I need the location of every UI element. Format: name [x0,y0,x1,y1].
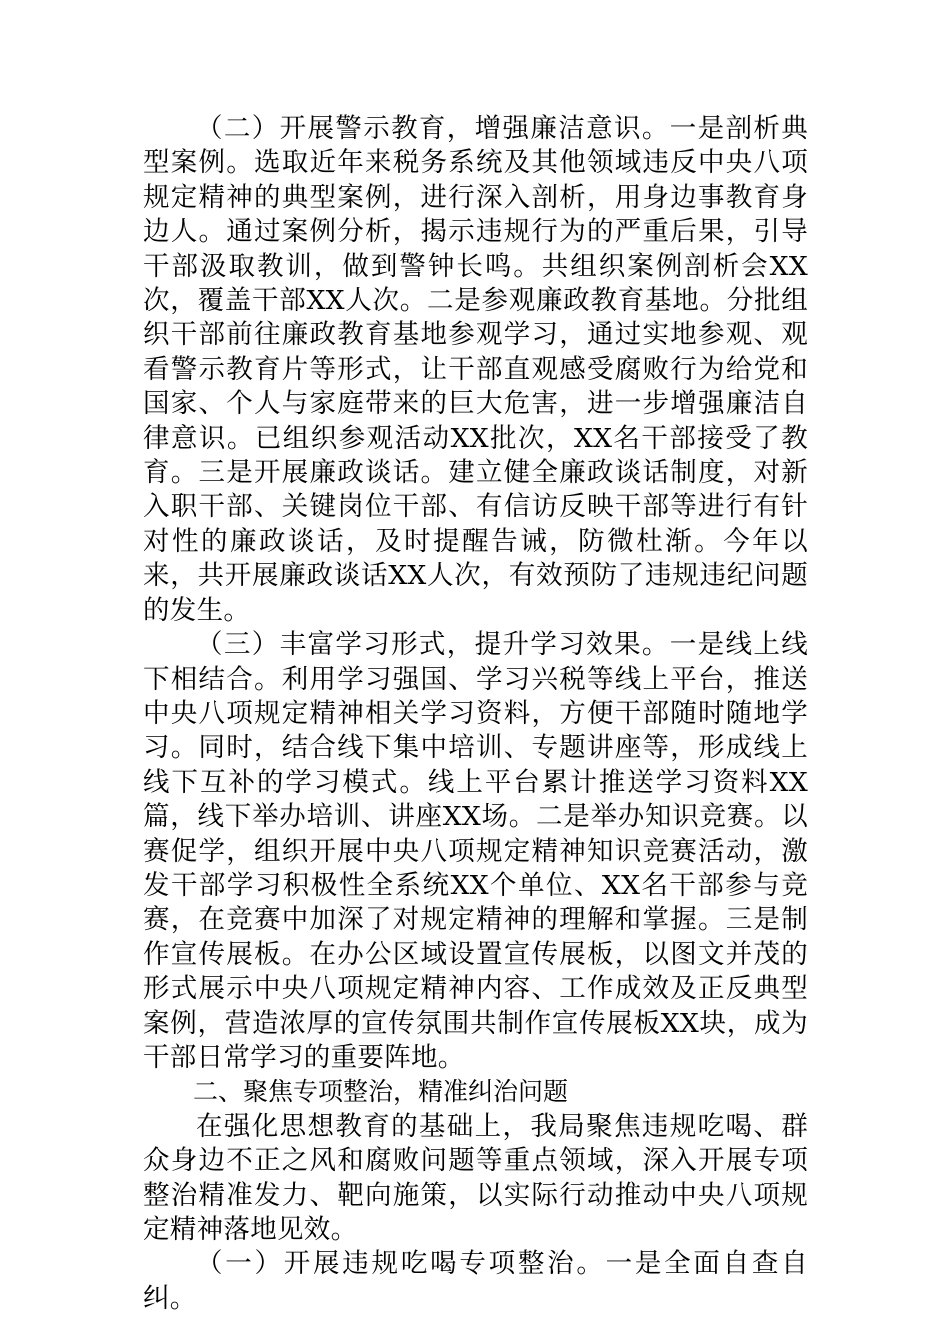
paragraph-learning-forms: （三）丰富学习形式，提升学习效果。一是线上线下相结合。利用学习强国、学习兴税等线上平台，推送中央八项规定精神相关学习资料，方便干部随时随地学习。同时，结合线下集中培训、专题讲座等，形成线上线下互补的学习模式。线上平台累计推送学习资料XX篇，线下举办培训、讲座XX场。二是举办知识竞赛。以赛促学，组织开展中央八项规定精神知识竞赛活动，激发干部学习积极性全系统XX个单位、XX名干部参与竞赛，在竞赛中加深了对规定精神的理解和掌握。三是制作宣传展板。在办公区域设置宣传展板，以图文并茂的形式展示中央八项规定精神内容、工作成效及正反典型案例，营造浓厚的宣传氛围共制作宣传展板XX块，成为干部日常学习的重要阵地。 [143,629,808,1073]
paragraph-warning-education: （二）开展警示教育，增强廉洁意识。一是剖析典型案例。选取近年来税务系统及其他领域违反中央八项规定精神的典型案例，进行深入剖析，用身边事教育身边人。通过案例分析，揭示违规行为的严重后果，引导干部汲取教训，做到警钟长鸣。共组织案例剖析会XX次，覆盖干部XX人次。二是参观廉政教育基地。分批组织干部前往廉政教育基地参观学习，通过实地参观、观看警示教育片等形式，让干部直观感受腐败行为给党和国家、个人与家庭带来的巨大危害，进一步增强廉洁自律意识。已组织参观活动XX批次，XX名干部接受了教育。三是开展廉政谈话。建立健全廉政谈话制度，对新入职干部、关键岗位干部、有信访反映干部等进行有针对性的廉政谈话，及时提醒告诫，防微杜渐。今年以来，共开展廉政谈话XX人次，有效预防了违规违纪问题的发生。 [143,113,808,626]
paragraph-drinking-rectification: （一）开展违规吃喝专项整治。一是全面自查自纠。 [143,1248,808,1314]
paragraph-intro: 在强化思想教育的基础上，我局聚焦违规吃喝、群众身边不正之风和腐败问题等重点领域，深入开展专项整治精准发力、靶向施策，以实际行动推动中央八项规定精神落地见效。 [143,1110,808,1245]
document-page [143,112,808,1316]
section-heading: 二、聚焦专项整治，精准纠治问题 [193,1077,569,1107]
